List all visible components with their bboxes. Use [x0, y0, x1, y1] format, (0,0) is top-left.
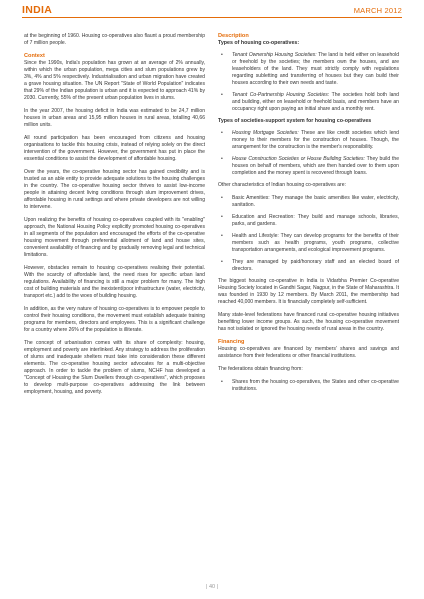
paragraph: Upon realizing the benefits of housing co-operatives coupled with its "enabling" approach, the National Housing Policy explicitly promoted housing co-operatives in all segments of the population and encouraged the efforts of the co-operative housing movement through preferential allotment of land and house sites, convenient availability of financing and by gradually removing legal and technical limitations.	[24, 217, 205, 258]
list-item	[218, 233, 399, 254]
bullet-icon: •	[221, 233, 223, 239]
bullet-icon: •	[221, 156, 223, 162]
list-item	[218, 379, 399, 393]
list-item-text: Education and Recreation: They build and manage schools, libraries, parks, and gardens.	[232, 214, 399, 227]
bullet-icon: •	[221, 259, 223, 265]
context-heading: Context	[24, 53, 45, 59]
paragraph: Many state-level federations have financed rural co-operative housing initiatives benefiting lower income groups. As such, the housing co-operative movement has not isolated or ignored the housing needs of rural areas in the country.	[218, 312, 399, 332]
paragraph: Since the 1990s, India's population has grown at an average of 2% annually, within which the urban population, mega cities and slum populations grew by 3%, 4% and 5% respectively. Industrialisation and urban migration have created a grave housing situation. The UN Report "State of World Population" indicates that 29% of the Indian population is urban and it is expected to approach 41% by 2030. Currently, 55% of the present urban population lives in slums.	[24, 60, 205, 101]
header-rule	[22, 17, 402, 18]
bullet-icon: •	[221, 130, 223, 136]
header-date: MARCH 2012	[353, 6, 402, 15]
types-list	[218, 52, 399, 113]
support-heading: Types of societies-support system for housing co-operatives	[218, 118, 372, 124]
list-item	[218, 92, 399, 113]
list-item	[218, 214, 399, 228]
paragraph: The federations obtain financing from:	[218, 366, 303, 372]
paragraph: All round participation has been encouraged from citizens and housing organisations to tackle this housing crisis, instead of relying solely on the direct intervention of the government. However, the government has put in place the essential conditions to assist the development of affordable housing.	[24, 135, 205, 162]
list-item-term: Housing Mortgage Societies:	[232, 130, 299, 136]
list-item-text: Basic Amenities: They manage the basic amenities like water, electricity, sanitation.	[232, 195, 399, 208]
list-item-text: Shares from the housing co-operatives, the States and other co-operative institutions.	[232, 379, 399, 392]
paragraph: Other characteristics of Indian housing co-operatives are:	[218, 182, 346, 188]
list-item-text: These are like credit societies which lend money to their members for the construction of houses. Though, the arrangement for the construction is the member's responsibility.	[232, 130, 399, 150]
paragraph: The biggest housing co-operative in India is Vidarbha Premier Co-operative Housing Society located in Gandhi Sagar, Nagpur, in the State of Maharashtra. It was founded in 1930 by 12 members. By March 2011, the membership had reached 40,000 members. It is financially completely self-sufficient.	[218, 278, 399, 305]
support-list	[218, 130, 399, 177]
left-column	[24, 33, 205, 402]
types-heading: Types of housing co-operatives:	[218, 40, 300, 46]
paragraph: Over the years, the co-operative housing sector has gained credibility and is trusted as an able entity to provide adequate solutions to the housing challenges in the country. The co-operative housing sector thrives to assist low-income people in attaining decent living conditions through slum improvement drives, affordable housing in rural settings and where private developers are not willing to intervene.	[24, 169, 205, 210]
paragraph: The concept of urbanisation comes with its share of complexity: housing, employment and poverty are interlinked. Any strategy to address the proliferation of slums and inadequate shelters must take into consideration these different elements. The co-operative housing sector advocates for a multi-objective approach. In order to tackle the problem of slums, NCHF has developed a "Concept of Housing the Slum Dwellers through co-operatives", which proposes to develop multi-purpose co-operatives addressing the link between employment, housing, and poverty.	[24, 340, 205, 395]
page-number: | 40 |	[205, 584, 219, 590]
list-item-text: Health and Lifestyle: They can develop programs for the benefits of their members such as health programs, youth programs, collective transportation arrangements, and ecological improvement programs.	[232, 233, 399, 253]
paragraph: In addition, as the very nature of housing co-operatives is to empower people to control their housing conditions, the movement must establish adequate training programs for members, directors and employees. This is a significant challenge for a country where 26% of the population is illiterate.	[24, 306, 205, 333]
other-characteristics-list	[218, 195, 399, 273]
bullet-icon: •	[221, 195, 223, 201]
list-item-text: The land is held either on leasehold or freehold by the societies; the members own the houses, and are leaseholders of the land. They must strictly comply with regulations regarding subletting and transferring of houses but they can build their houses according to their own needs and taste.	[232, 52, 399, 86]
list-item-term: House Construction Societies or House Building Societies:	[232, 156, 365, 162]
page-header	[0, 0, 424, 22]
list-item	[218, 195, 399, 209]
description-heading: Description	[218, 33, 249, 39]
financing-heading: Financing	[218, 339, 245, 345]
bullet-icon: •	[221, 52, 223, 58]
paragraph: In the year 2007, the housing deficit in India was estimated to be 24,7 million houses in urban areas and 15,95 million houses in rural areas, totalling 40,66 million units.	[24, 108, 205, 128]
paragraph: Housing co-operatives are financed by members' shares and savings and assistance from their federations or other financial institutions.	[218, 346, 399, 359]
bullet-icon: •	[221, 379, 223, 385]
header-title: INDIA	[22, 4, 53, 16]
list-item-term: Tenant Co-Partnership Housing Societies:	[232, 92, 330, 98]
bullet-icon: •	[221, 92, 223, 98]
list-item	[218, 52, 399, 87]
list-item	[218, 156, 399, 177]
bullet-icon: •	[221, 214, 223, 220]
list-item-term: Tenant Ownership Housing Societies:	[232, 52, 317, 58]
list-item-text: The societies hold both land and building, either on leasehold or freehold basis, and members have an occupancy right upon paying an initial share and a monthly rent.	[232, 92, 399, 112]
list-item-text: They build the houses on behalf of members, which are then handed over to them upon completion and the money spent is recovered through loans.	[232, 156, 400, 176]
paragraph: at the beginning of 1960. Housing co-operatives also flaunt a proud membership of 7 million people.	[24, 33, 205, 46]
right-column	[218, 33, 399, 398]
list-item	[218, 130, 399, 151]
list-item-text: They are managed by paid/honorary staff and an elected board of directors.	[232, 259, 399, 272]
list-item	[218, 259, 399, 273]
paragraph: However, obstacles remain to housing co-operatives realising their potential. With the scarcity of affordable land, the need rises for specific urban land regulations. Availability of financing is still a major problem for many. The high cost of building materials and the inexistent/poor infrastructure (water, electricity, transport etc.) add to the woes of building housing.	[24, 265, 205, 299]
financing-sources-list	[218, 379, 399, 393]
